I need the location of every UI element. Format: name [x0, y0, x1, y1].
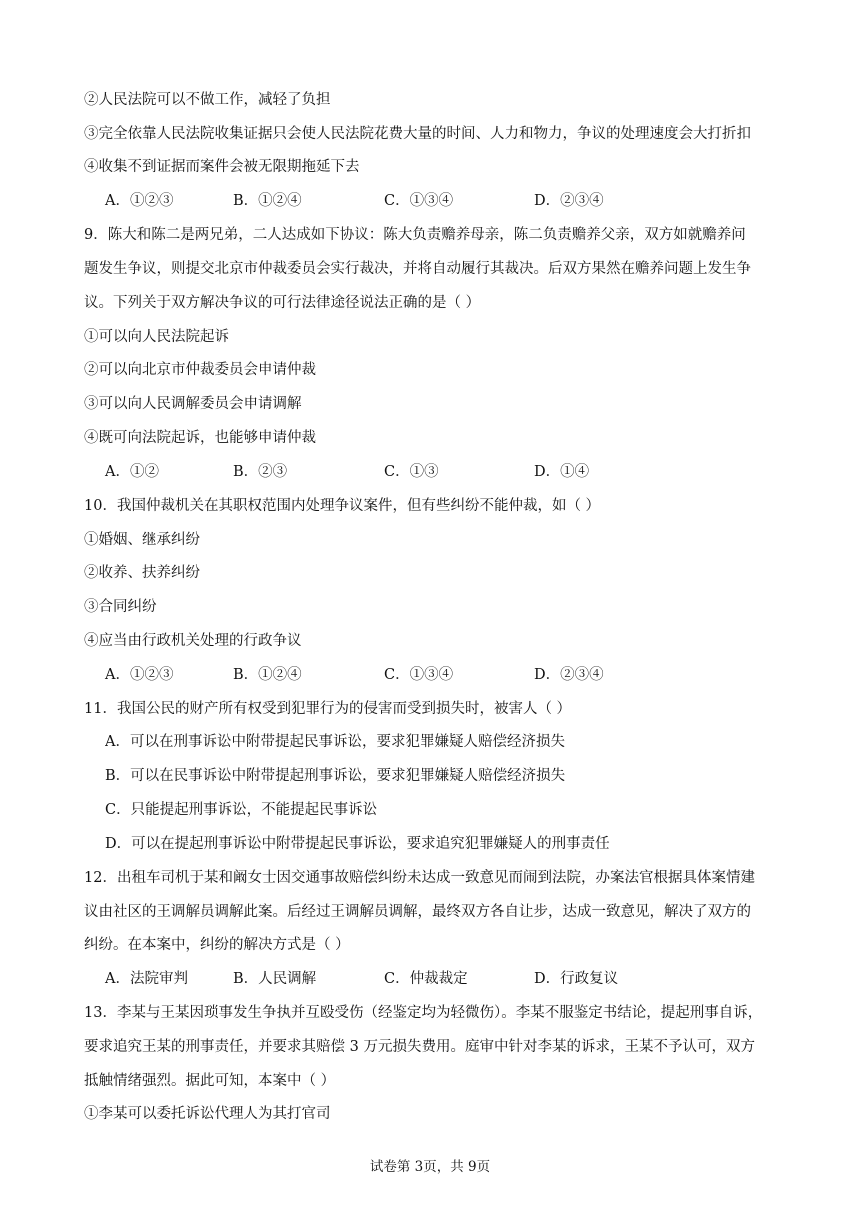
q11-choice-b[interactable]: B．可以在民事诉讼中附带提起刑事诉讼，要求犯罪嫌疑人赔偿经济损失 — [105, 768, 566, 784]
q8-option-d[interactable]: D．②③④ — [534, 193, 604, 209]
q9-item-2: ②可以向北京市仲裁委员会申请仲裁 — [84, 362, 316, 378]
q12-stem-1: 12．出租车司机于某和阚女士因交通事故赔偿纠纷未达成一致意见而闹到法院，办案法官根据具体案情建 — [84, 870, 755, 886]
q12-option-d[interactable]: D．行政复议 — [534, 971, 619, 987]
q9-option-a[interactable]: A．①② — [105, 464, 159, 480]
q11-choice-a[interactable]: A．可以在刑事诉讼中附带提起民事诉讼，要求犯罪嫌疑人赔偿经济损失 — [105, 734, 565, 750]
q10-option-b[interactable]: B．①②④ — [233, 667, 302, 683]
q9-option-b[interactable]: B．②③ — [233, 464, 288, 480]
q11-stem: 11．我国公民的财产所有权受到犯罪行为的侵害而受到损失时，被害人（ ） — [84, 701, 572, 717]
q11-choice-d[interactable]: D．可以在提起刑事诉讼中附带提起民事诉讼，要求追究犯罪嫌疑人的刑事责任 — [105, 836, 610, 852]
q8-option-c[interactable]: C．①③④ — [384, 193, 454, 209]
q12-option-a[interactable]: A．法院审判 — [105, 971, 188, 987]
q10-options — [105, 663, 805, 687]
q9-stem-3: 议。下列关于双方解决争议的可行法律途径说法正确的是（ ） — [84, 295, 481, 311]
q8-item-4: ④收集不到证据而案件会被无限期拖延下去 — [84, 159, 360, 175]
q9-options — [105, 460, 805, 484]
q8-item-3: ③完全依靠人民法院收集证据只会使人民法院花费大量的时间、人力和物力，争议的处理速度会大打折扣 — [84, 126, 751, 142]
q10-item-2: ②收养、扶养纠纷 — [84, 565, 200, 581]
q9-stem-1: 9．陈大和陈二是两兄弟，二人达成如下协议：陈大负责赡养母亲，陈二负责赡养父亲，双方如就赡养问 — [84, 227, 746, 243]
q13-item-1: ①李某可以委托诉讼代理人为其打官司 — [84, 1106, 331, 1122]
q8-option-b[interactable]: B．①②④ — [233, 193, 302, 209]
q10-item-1: ①婚姻、继承纠纷 — [84, 532, 200, 548]
q12-option-c[interactable]: C．仲裁裁定 — [384, 971, 468, 987]
q13-stem-2: 要求追究王某的刑事责任，并要求其赔偿 3 万元损失费用。庭审中针对李某的诉求，王某不予认可，双方 — [84, 1039, 755, 1055]
q9-item-3: ③可以向人民调解委员会申请调解 — [84, 396, 302, 412]
q12-options — [105, 967, 805, 991]
q11-choice-c[interactable]: C．只能提起刑事诉讼，不能提起民事诉讼 — [105, 802, 378, 818]
q12-option-b[interactable]: B．人民调解 — [233, 971, 317, 987]
q8-item-2: ②人民法院可以不做工作，减轻了负担 — [84, 92, 331, 108]
q10-item-4: ④应当由行政机关处理的行政争议 — [84, 633, 302, 649]
q8-option-a[interactable]: A．①②③ — [105, 193, 174, 209]
q9-stem-2: 题发生争议，则提交北京市仲裁委员会实行裁决，并将自动履行其裁决。后双方果然在赡养问题上发生争 — [84, 261, 751, 277]
q10-option-a[interactable]: A．①②③ — [105, 667, 174, 683]
q10-option-d[interactable]: D．②③④ — [534, 667, 604, 683]
q9-option-d[interactable]: D．①④ — [534, 464, 590, 480]
page-footer: 试卷第 3页，共 9页 — [369, 1159, 491, 1175]
q9-item-1: ①可以向人民法院起诉 — [84, 329, 229, 345]
q12-stem-3: 纠纷。在本案中，纠纷的解决方式是（ ） — [84, 937, 350, 953]
q9-option-c[interactable]: C．①③ — [384, 464, 439, 480]
q13-stem-1: 13．李某与王某因琐事发生争执并互殴受伤（经鉴定均为轻微伤）。李某不服鉴定书结论，提起刑事自诉， — [84, 1005, 763, 1021]
q8-options — [105, 189, 805, 213]
q9-item-4: ④既可向法院起诉，也能够申请仲裁 — [84, 430, 316, 446]
q10-stem: 10．我国仲裁机关在其职权范围内处理争议案件，但有些纠纷不能仲裁，如（ ） — [84, 498, 601, 514]
q10-item-3: ③合同纠纷 — [84, 599, 157, 615]
q12-stem-2: 议由社区的王调解员调解此案。后经过王调解员调解，最终双方各自让步，达成一致意见，解决了双方的 — [84, 904, 751, 920]
q10-option-c[interactable]: C．①③④ — [384, 667, 454, 683]
q13-stem-3: 抵触情绪强烈。据此可知，本案中（ ） — [84, 1073, 336, 1089]
